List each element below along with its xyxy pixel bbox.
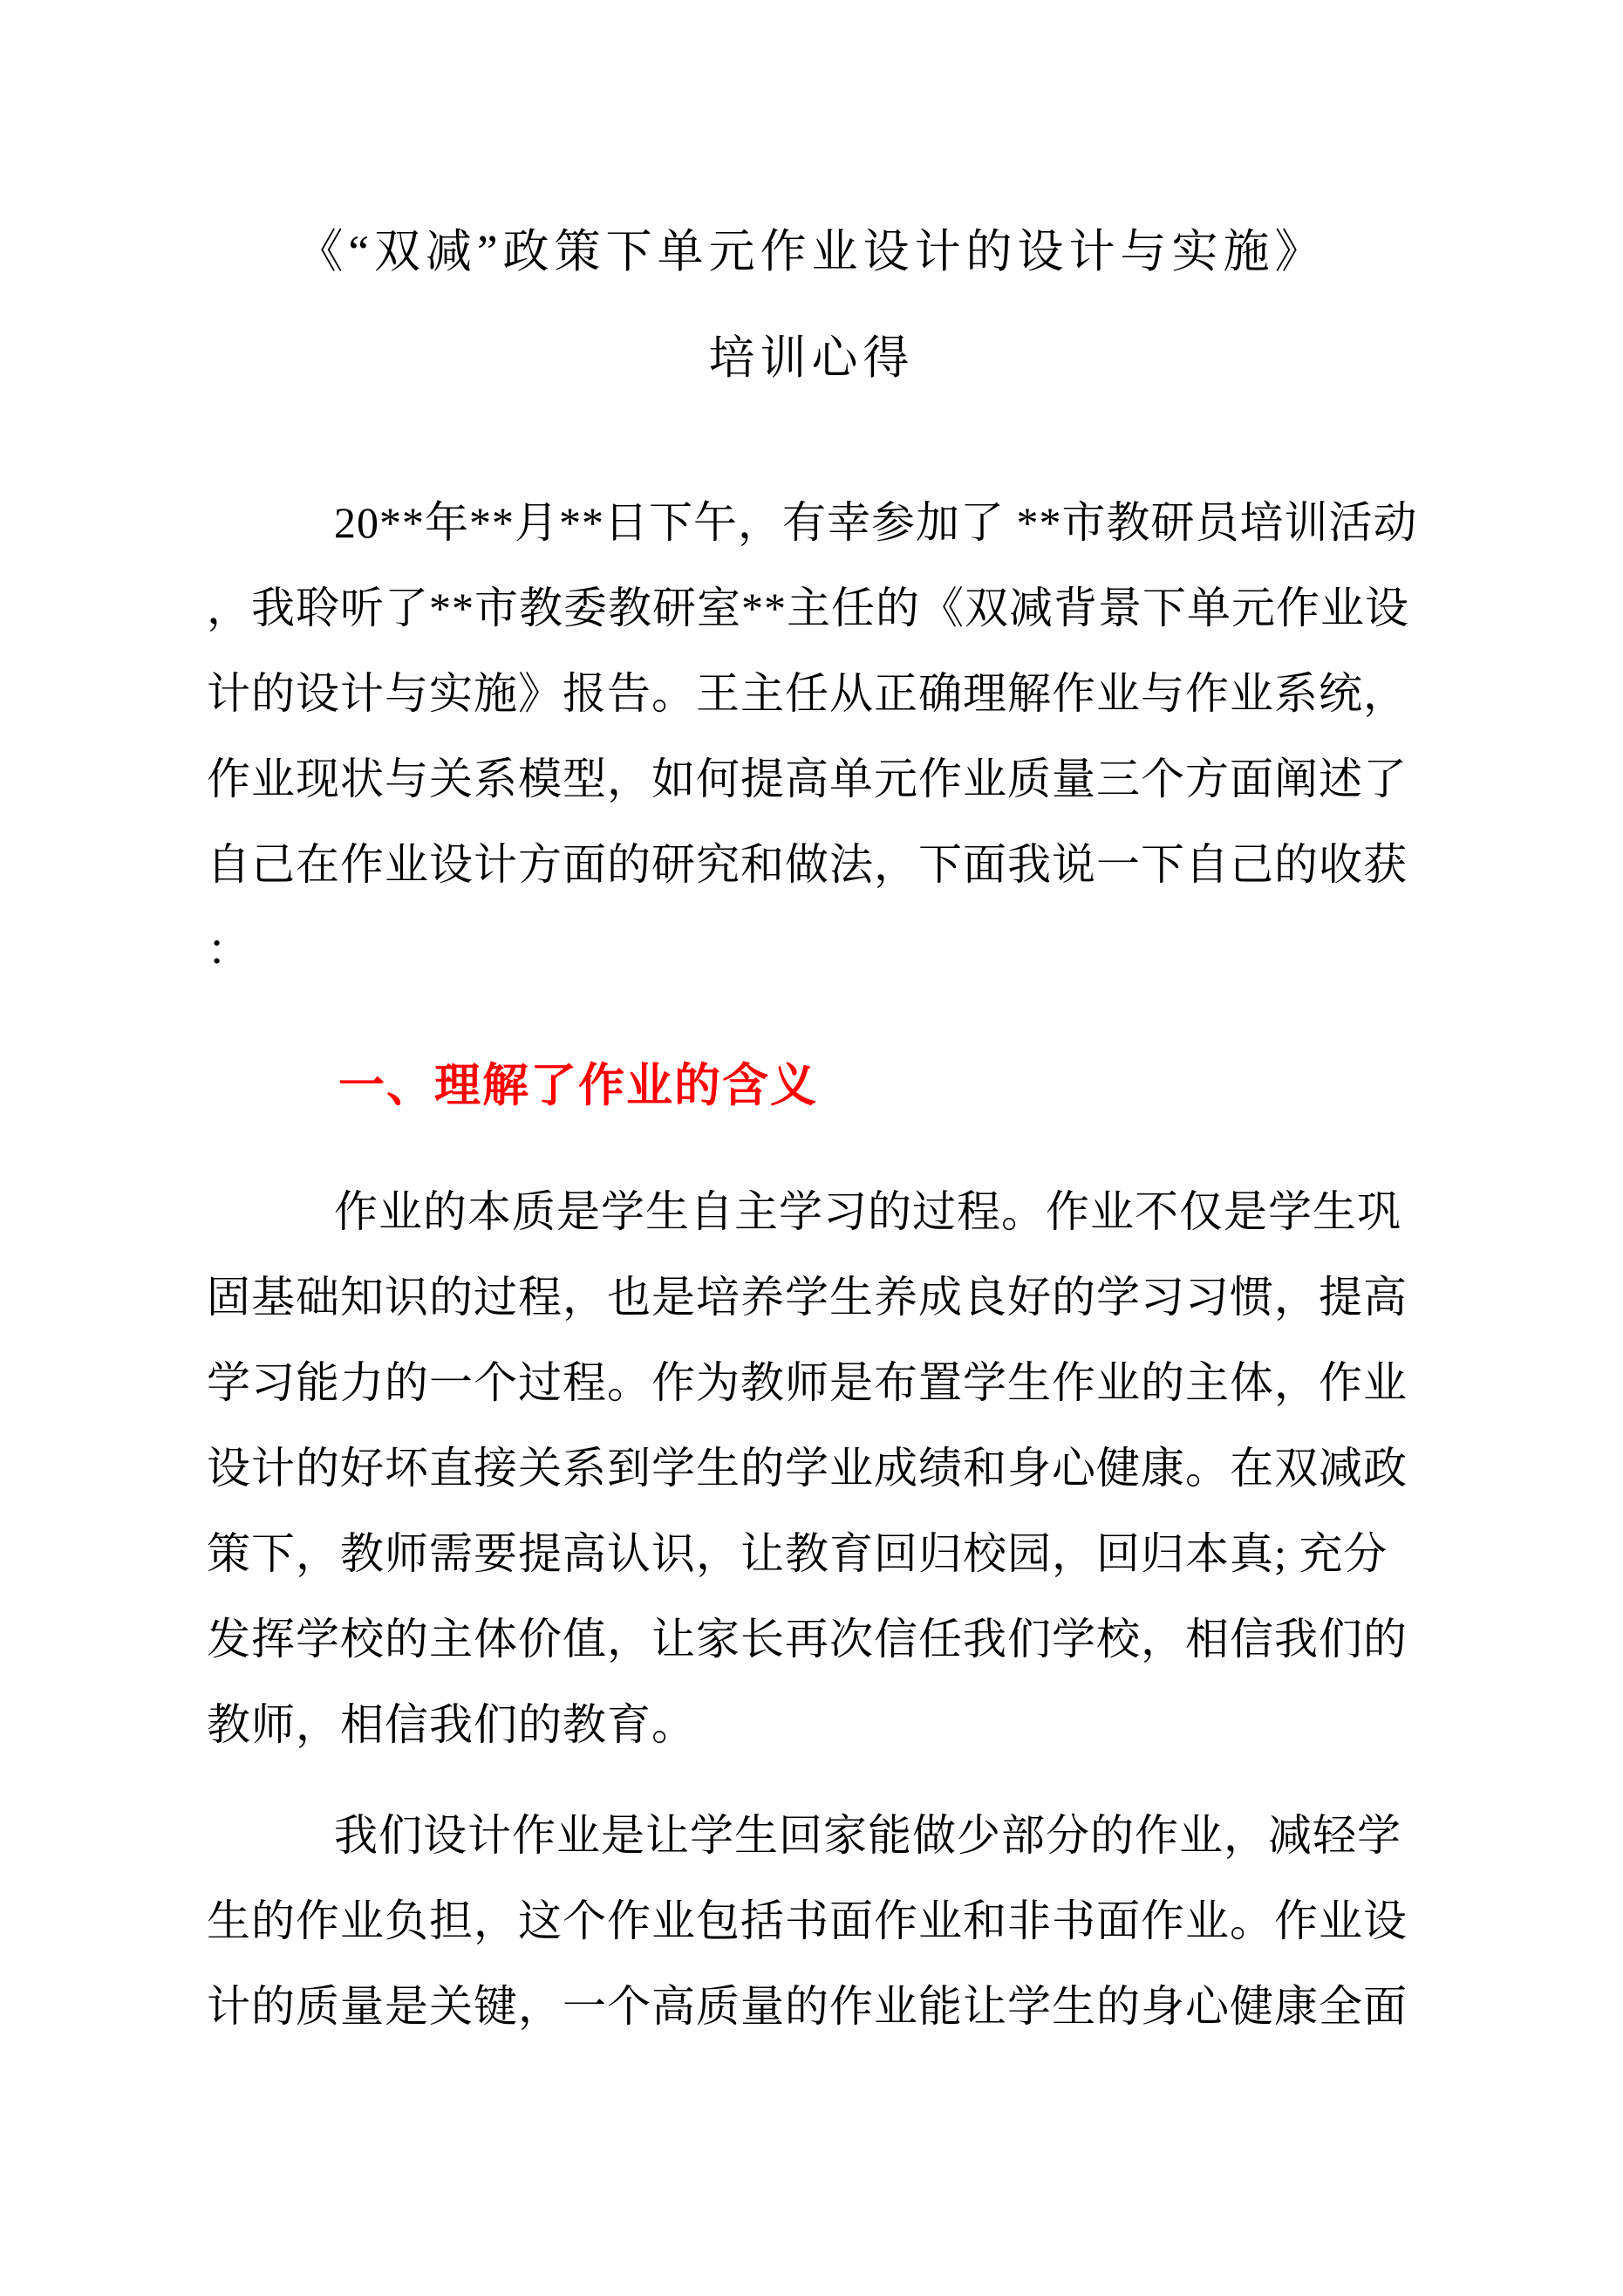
text-line: 20**年**月**日下午，有幸参加了 **市教研员培训活动	[334, 498, 1418, 547]
text-line: 自己在作业设计方面的研究和做法，下面我说一下自己的收获	[207, 840, 1408, 889]
text-line: 学习能力的一个过程。作为教师是布置学生作业的主体，作业	[207, 1358, 1408, 1407]
paragraph-intro	[207, 480, 1436, 993]
document-title	[0, 0, 1623, 412]
text-line: 我们设计作业是让学生回家能做少部分的作业，减轻学	[334, 1811, 1401, 1860]
section-heading-1	[207, 1043, 1436, 1129]
text-line: 计的设计与实施》报告。王主任从正确理解作业与作业系统，	[207, 669, 1408, 718]
text-line: 发挥学校的主体价值，让家长再次信任我们学校，相信我们的	[207, 1615, 1408, 1664]
text-line: 策下，教师需要提高认识，让教育回归校园，回归本真; 充分	[207, 1529, 1388, 1578]
text-line: 教师，相信我们的教育。	[207, 1700, 696, 1749]
paragraph-homework-meaning	[207, 1169, 1436, 1767]
text-line: ：	[207, 926, 251, 974]
text-line: 《“双减”政策下单元作业设计的设计与实施》	[297, 227, 1326, 277]
text-line: 一、理解了作业的含义	[338, 1061, 818, 1111]
text-line: 生的作业负担，这个作业包括书面作业和非书面作业。作业设	[207, 1896, 1408, 1945]
text-line: 作业的本质是学生自主学习的过程。作业不仅是学生巩	[334, 1187, 1401, 1236]
document-body	[207, 480, 1436, 2049]
paragraph-homework-design	[207, 1793, 1436, 2049]
text-line: 固基础知识的过程，也是培养学生养成良好的学习习惯，提高	[207, 1273, 1408, 1322]
text-line: 计的质量是关键，一个高质量的作业能让学生的身心健康全面	[207, 1982, 1408, 2031]
text-line: ，我聆听了**市教委教研室**主任的《双减背景下单元作业设	[207, 584, 1409, 632]
text-line: 设计的好坏直接关系到学生的学业成绩和身心健康。在双减政	[207, 1444, 1408, 1493]
text-line: 作业现状与关系模型，如何提高单元作业质量三个方面阐述了	[207, 755, 1408, 803]
text-line: 培训心得	[708, 333, 915, 384]
